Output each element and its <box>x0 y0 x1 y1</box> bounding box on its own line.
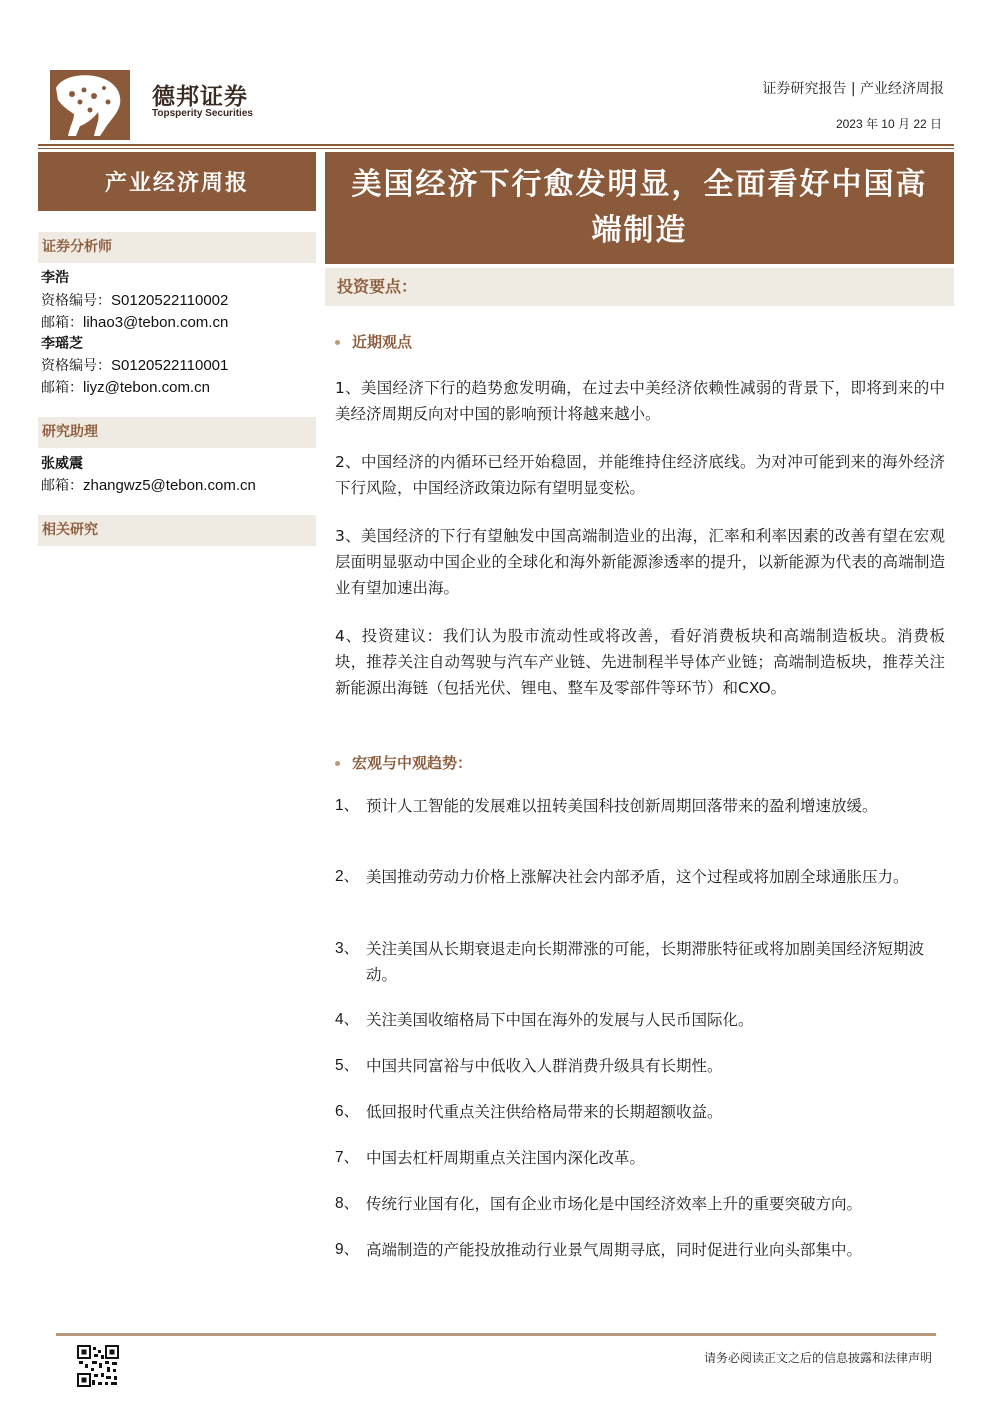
paragraph: 3、美国经济的下行有望触发中国高端制造业的出海，汇率和利率因素的改善有望在宏观层面明显驱动中国企业的全球化和海外新能源渗透率的提升，以新能源为代表的高端制造业有望加速出海。 <box>335 527 945 597</box>
report-type: 证券研究报告 | 产业经济周报 <box>762 81 944 97</box>
bullet-icon <box>335 761 340 766</box>
company-logo <box>50 70 130 140</box>
assistant-name: 张威震 <box>41 456 83 472</box>
paragraph: 4、投资建议：我们认为股市流动性或将改善，看好消费板块和高端制造板块。消费板块，推荐关注自动驾驶与汽车产业链、先进制程半导体产业链；高端制造板块，推荐关注新能源出海链（包括光伏、锂电、整车及零部件等环节）和CXO。 <box>335 627 945 697</box>
footer-divider <box>56 1333 936 1336</box>
list-item: 1、 预计人工智能的发展难以扭转美国科技创新周期回落带来的盈利增速放缓。 <box>335 797 878 815</box>
bullet-icon <box>335 340 340 345</box>
leopard-logo-icon <box>50 70 130 140</box>
report-category-banner: 产业经济周报 <box>38 152 316 211</box>
assistant-email: 邮箱：zhangwz5@tebon.com.cn <box>41 477 256 494</box>
list-item: 8、 传统行业国有化，国有企业市场化是中国经济效率上升的重要突破方向。 <box>335 1195 863 1213</box>
investment-highlights-heading: 投资要点： <box>325 268 954 306</box>
brand-name: 德邦证券 <box>152 84 248 110</box>
list-item: 7、 中国去杠杆周期重点关注国内深化改革。 <box>335 1149 646 1167</box>
report-title: 美国经济下行愈发明显，全面看好中国高端制造 <box>325 152 954 264</box>
disclaimer-text: 请务必阅读正文之后的信息披露和法律声明 <box>703 1351 932 1365</box>
analyst-license: 资格编号：S0120522110001 <box>41 357 229 374</box>
header-divider-thin <box>38 148 954 149</box>
list-item: 6、 低回报时代重点关注供给格局带来的长期超额收益。 <box>335 1103 723 1121</box>
brand-name-en: Topsperity Securities <box>152 108 253 119</box>
related-research-heading: 相关研究 <box>38 515 316 546</box>
analyst-name: 李瑶芝 <box>41 336 83 352</box>
qr-code-icon <box>77 1345 119 1387</box>
analyst-email: 邮箱：liyz@tebon.com.cn <box>41 379 210 396</box>
analyst-email: 邮箱：lihao3@tebon.com.cn <box>41 314 229 331</box>
recent-views-heading: 近期观点 <box>335 331 412 352</box>
list-item: 4、 关注美国收缩格局下中国在海外的发展与人民币国际化。 <box>335 1011 754 1029</box>
list-item: 2、 美国推动劳动力价格上涨解决社会内部矛盾，这个过程或将加剧全球通胀压力。 <box>335 868 909 886</box>
paragraph: 1、美国经济下行的趋势愈发明确，在过去中美经济依赖性减弱的背景下，即将到来的中美经济周期反向对中国的影响预计将越来越小。 <box>335 379 945 423</box>
list-item: 5、 中国共同富裕与中低收入人群消费升级具有长期性。 <box>335 1057 723 1075</box>
macro-trends-heading: 宏观与中观趋势： <box>335 752 472 773</box>
list-item: 3、 关注美国从长期衰退走向长期滞涨的可能，长期滞胀特征或将加剧美国经济短期波动。 <box>335 940 925 984</box>
header-divider <box>38 144 954 146</box>
report-date: 2023 年 10 月 22 日 <box>835 117 942 131</box>
assistant-heading: 研究助理 <box>38 417 316 448</box>
analyst-heading: 证券分析师 <box>38 232 316 263</box>
analyst-license: 资格编号：S0120522110002 <box>41 292 229 309</box>
paragraph: 2、中国经济的内循环已经开始稳固，并能维持住经济底线。为对冲可能到来的海外经济下行风险，中国经济政策边际有望明显变松。 <box>335 453 945 497</box>
analyst-name: 李浩 <box>41 270 69 286</box>
list-item: 9、 高端制造的产能投放推动行业景气周期寻底，同时促进行业向头部集中。 <box>335 1241 863 1259</box>
